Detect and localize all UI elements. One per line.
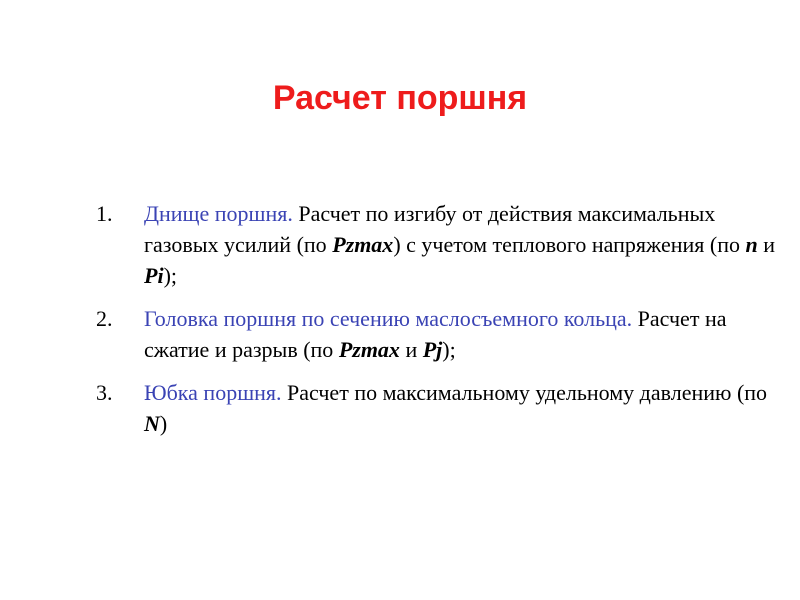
slide-title: Расчет поршня	[272, 79, 528, 117]
item-number: 1.	[96, 201, 113, 226]
item-variable: Pzmax	[338, 337, 400, 362]
item-text: )	[159, 411, 168, 436]
item-text: );	[442, 337, 456, 362]
list-item-piston-crown	[96, 198, 776, 291]
item-variable: Pj	[422, 337, 443, 362]
item-text: Расчет по максимальному удельному давлению (по	[281, 380, 768, 405]
item-variable: n	[745, 232, 758, 257]
calculation-list	[96, 198, 776, 451]
item-text: Расчет на сжатие и разрыв (по	[144, 306, 727, 362]
item-variable: Pi	[144, 263, 164, 288]
item-number: 3.	[96, 380, 113, 405]
item-variable: Pzmax	[332, 232, 394, 257]
list-item-piston-skirt	[96, 377, 776, 439]
item-part-name: Головка поршня по сечению маслосъемного кольца.	[144, 306, 633, 331]
list-item-piston-head	[96, 303, 776, 365]
item-part-name: Днище поршня.	[144, 201, 293, 226]
item-text: );	[163, 263, 178, 288]
item-variable: N	[144, 411, 160, 436]
item-text: и	[399, 337, 423, 362]
item-part-name: Юбка поршня.	[144, 380, 282, 405]
item-text: ) с учетом теплового напряжения (по	[393, 232, 746, 257]
item-number: 2.	[96, 306, 113, 331]
item-text: и	[757, 232, 776, 257]
item-text: Расчет по изгибу от действия максимальных газовых усилий (по	[144, 201, 716, 257]
